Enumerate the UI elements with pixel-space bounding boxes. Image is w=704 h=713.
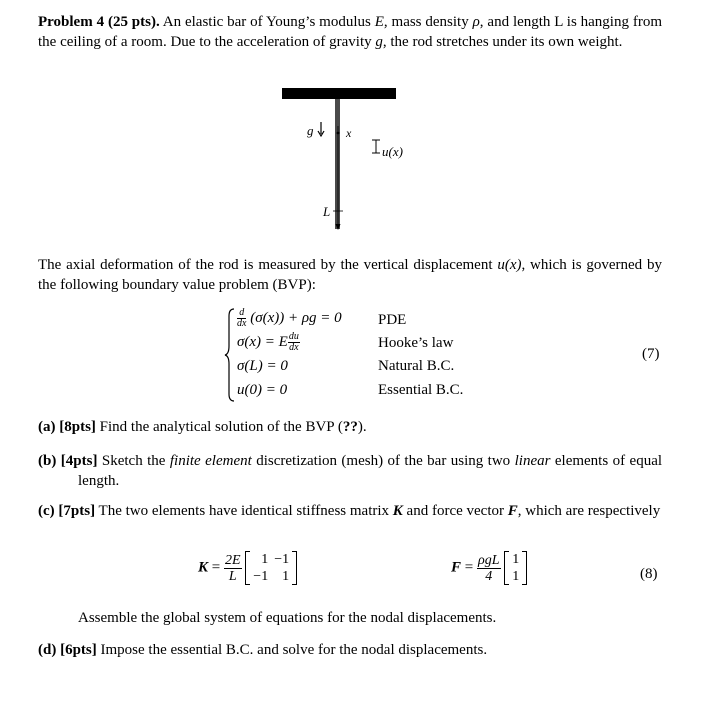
x-label: x (346, 126, 352, 140)
label-pde: PDE (378, 312, 407, 328)
eq-essential-bc: u(0) = 0 (237, 382, 288, 398)
part-a (38, 418, 662, 438)
figure-arrows (0, 0, 704, 250)
var-g: g (375, 33, 383, 50)
bvp-system (220, 306, 680, 402)
eq-natural-bc: σ(L) = 0 (237, 358, 288, 374)
bvp-intro-text: , which is governed by the following boundary value problem (BVP): (38, 257, 662, 293)
part-a-text: Find the analytical solution of the BVP ( (95, 419, 343, 435)
intro-text: , mass density (383, 14, 473, 30)
finite-element-emph: finite element (169, 453, 252, 469)
stiffness-matrix-eq (198, 551, 297, 585)
d-dx-fraction: $\frac{d}{dx}$ (237, 307, 247, 329)
part-c-text: The two elements have identical stiffness matrix (95, 503, 393, 519)
part-b (38, 452, 662, 491)
var-F: F (507, 503, 518, 519)
part-b-text: Sketch the (97, 453, 170, 469)
matrix-K-symbol: K (198, 559, 209, 576)
equation-number-8: (8) (640, 566, 658, 582)
part-c-points: [7pts] (58, 503, 96, 519)
displacement-marker-icon (372, 140, 380, 153)
linear-emph: linear (514, 453, 551, 469)
K-coefficient: $\frac{2E}{L}$ (224, 552, 241, 584)
equals: = (464, 559, 474, 576)
part-d (38, 641, 662, 661)
label-hooke: Hooke’s law (378, 335, 454, 351)
bvp-intro (38, 256, 662, 295)
label-natural-bc: Natural B.C. (378, 358, 455, 374)
part-a-points: [8pts] (59, 419, 96, 435)
K22: 1 (282, 569, 290, 584)
gravity-arrow-icon (318, 122, 324, 136)
intro-text: , the rod stretches under its own weight. (382, 33, 623, 50)
K-matrix (245, 551, 297, 585)
intro-text: , and length L is hanging from the ceiling of a room. Due to the acceleration of gravity (38, 14, 662, 50)
eq-pde (237, 308, 342, 329)
equals: = (211, 559, 221, 576)
K12: −1 (274, 552, 290, 567)
F1: 1 (512, 552, 520, 567)
x-arrow-icon (336, 126, 341, 230)
equation-number-7: (7) (642, 346, 660, 362)
var-E: E (374, 14, 384, 30)
vector-F-symbol: F (451, 559, 462, 576)
var-K: K (392, 503, 403, 519)
bvp-intro-text: The axial deformation of the rod is measured by the vertical displacement (38, 257, 498, 273)
part-c-assemble: Assemble the global system of equations for the nodal displacements. (78, 610, 497, 626)
K21: −1 (253, 569, 269, 584)
part-a-label: (a) (38, 419, 56, 435)
length-label: L (323, 204, 331, 219)
F-coefficient: $\frac{\text{ρgL}}{4}$ (477, 552, 500, 584)
pde-expression: (σ(x)) + ρg = 0 (250, 309, 342, 326)
label-essential-bc: Essential B.C. (378, 382, 464, 398)
u-label: u(x) (382, 144, 403, 159)
gravity-label: g (307, 123, 314, 138)
F2: 1 (512, 569, 520, 584)
equation-ref: ?? (342, 419, 358, 435)
problem-heading: Problem 4 (25 pts). (38, 14, 160, 30)
intro-text: An elastic bar of Young’s modulus (159, 14, 375, 30)
var-ux: u(x) (497, 257, 522, 273)
part-d-label: (d) (38, 642, 57, 658)
part-b-text: elements of equal length. (78, 453, 663, 489)
part-c-text: , which are respectively (517, 503, 661, 519)
part-b-label: (b) (38, 453, 57, 469)
part-c-text: and force vector (402, 503, 508, 519)
var-rho: ρ (472, 14, 480, 30)
bar-figure (0, 0, 704, 250)
eq-hooke (237, 332, 300, 353)
part-c (38, 502, 662, 522)
part-b-points: [4pts] (60, 453, 98, 469)
K11: 1 (261, 552, 269, 567)
part-d-points: [6pts] (60, 642, 97, 658)
part-a-end: ). (357, 419, 367, 435)
force-vector-eq (451, 551, 527, 585)
part-d-text: Impose the essential B.C. and solve for the nodal displacements. (96, 642, 488, 658)
F-vector (504, 551, 527, 585)
part-c-label: (c) (38, 503, 55, 519)
hooke-expression: σ(x) = E (237, 333, 288, 350)
left-brace-icon (224, 308, 236, 402)
part-b-text: discretization (mesh) of the bar using two (251, 453, 515, 469)
du-dx-fraction: $\frac{du}{dx}$ (288, 331, 299, 353)
